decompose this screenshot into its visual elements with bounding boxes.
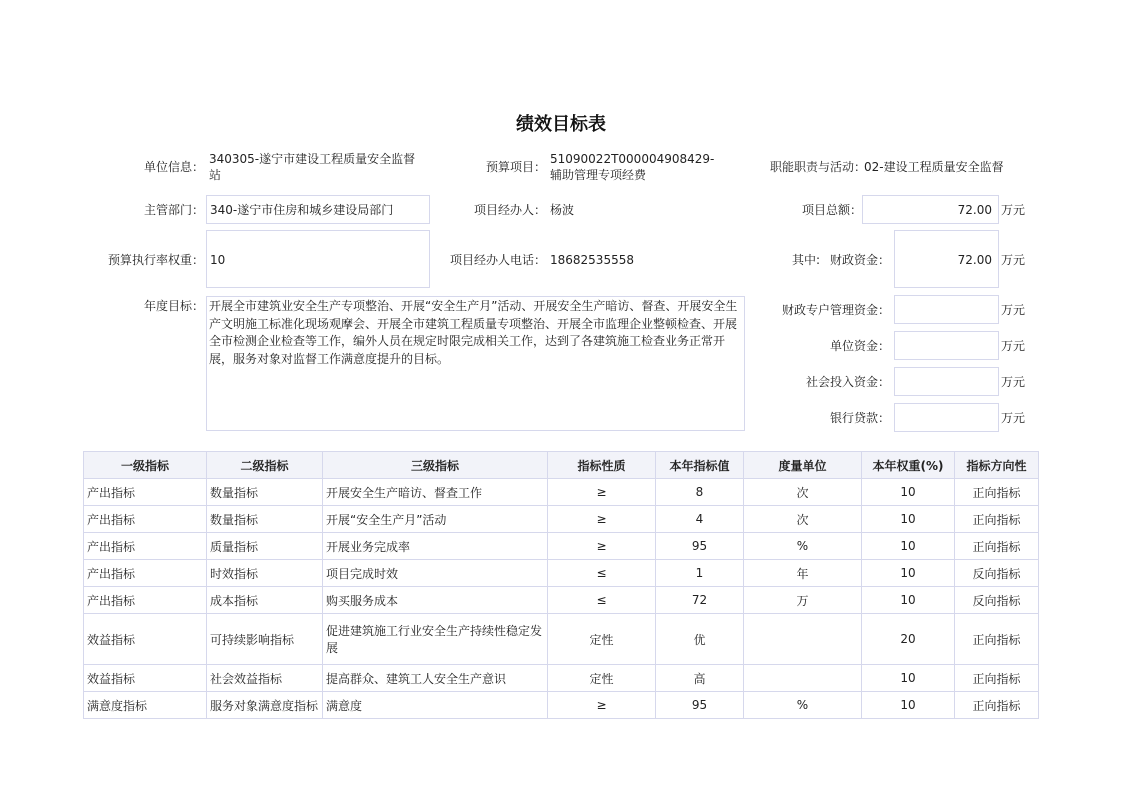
cell-level2: 服务对象满意度指标 (207, 692, 323, 719)
goal-label: 年度目标： (143, 299, 204, 313)
cell-weight: 10 (862, 533, 955, 560)
header-target-value: 本年指标值 (656, 452, 744, 479)
cell-target-value: 95 (656, 533, 744, 560)
cell-nature: 定性 (548, 665, 656, 692)
cell-nature: ≥ (548, 506, 656, 533)
cell-level3: 购买服务成本 (323, 587, 548, 614)
cell-weight: 20 (862, 614, 955, 665)
social-fund-unit: 万元 (1001, 375, 1026, 389)
header-nature: 指标性质 (548, 452, 656, 479)
goal-field (206, 296, 745, 431)
budget-project-label: 预算项目： (485, 160, 546, 174)
fiscal-field (894, 230, 999, 288)
social-fund-label: 社会投入资金： (805, 375, 890, 389)
social-fund-value (895, 368, 998, 374)
cell-direction: 反向指标 (955, 560, 1039, 587)
cell-nature: ≤ (548, 587, 656, 614)
bank-loan-field (894, 403, 999, 432)
cell-level3: 提高群众、建筑工人安全生产意识 (323, 665, 548, 692)
cell-weight: 10 (862, 692, 955, 719)
cell-level3: 开展“安全生产月”活动 (323, 506, 548, 533)
unit-fund-field (894, 331, 999, 360)
unit-fund-unit: 万元 (1001, 339, 1026, 353)
table-row (84, 479, 1039, 506)
cell-target-value: 优 (656, 614, 744, 665)
cell-nature: ≥ (548, 479, 656, 506)
unit-fund-label: 单位资金： (829, 339, 890, 353)
cell-direction: 正向指标 (955, 479, 1039, 506)
header-level1: 一级指标 (84, 452, 207, 479)
cell-level3: 促进建筑施工行业安全生产持续性稳定发展 (323, 614, 548, 665)
header-unit: 度量单位 (744, 452, 862, 479)
cell-level3: 开展业务完成率 (323, 533, 548, 560)
bank-loan-unit: 万元 (1001, 411, 1026, 425)
header-direction: 指标方向性 (955, 452, 1039, 479)
cell-unit (744, 665, 862, 692)
bank-loan-label: 银行贷款： (829, 411, 890, 425)
cell-level3: 项目完成时效 (323, 560, 548, 587)
cell-target-value: 72 (656, 587, 744, 614)
cell-weight: 10 (862, 506, 955, 533)
budget-project-value: 51090022T000004908429-辅助管理专项经费 (550, 152, 715, 182)
phone-label: 项目经办人电话： (449, 253, 546, 267)
cell-unit: % (744, 692, 862, 719)
table-row (84, 560, 1039, 587)
header-level3: 三级指标 (323, 452, 548, 479)
cell-unit: 次 (744, 506, 862, 533)
social-fund-field (894, 367, 999, 396)
duty-value: 02-建设工程质量安全监督 (864, 160, 1004, 174)
cell-nature: ≥ (548, 692, 656, 719)
header-level2: 二级指标 (207, 452, 323, 479)
special-fund-unit: 万元 (1001, 303, 1026, 317)
cell-nature: ≤ (548, 560, 656, 587)
total-field (862, 195, 999, 224)
dept-value: 340-遂宁市住房和城乡建设局部门 (210, 203, 394, 217)
manager-label: 项目经办人： (473, 203, 546, 217)
cell-weight: 10 (862, 587, 955, 614)
total-value: 72.00 (957, 203, 992, 217)
goal-value: 开展全市建筑业安全生产专项整治、开展“安全生产月”活动、开展安全生产暗访、督查、开展安全生产文明施工标准化现场观摩会、开展全市建筑工程质量专项整治、开展全市监理企业整顿检查、开展全市检测企业检查等工作，编外人员在规定时限完成相关工作，达到了各建筑施工检查业务正常开展，服务对象对监督工作满意度提升的目标。 (209, 299, 738, 366)
fiscal-unit: 万元 (1001, 253, 1026, 267)
cell-direction: 反向指标 (955, 587, 1039, 614)
cell-nature: ≥ (548, 533, 656, 560)
cell-direction: 正向指标 (955, 533, 1039, 560)
cell-level1: 产出指标 (84, 560, 207, 587)
cell-unit: 次 (744, 479, 862, 506)
cell-weight: 10 (862, 560, 955, 587)
total-label: 项目总额： (801, 203, 862, 217)
cell-level2: 质量指标 (207, 533, 323, 560)
cell-level3: 满意度 (323, 692, 548, 719)
table-row (84, 587, 1039, 614)
cell-direction: 正向指标 (955, 506, 1039, 533)
table-header-row (84, 452, 1039, 479)
cell-unit: 年 (744, 560, 862, 587)
cell-level1: 产出指标 (84, 587, 207, 614)
dept-field (206, 195, 430, 224)
special-fund-label: 财政专户管理资金： (781, 303, 890, 317)
table-row (84, 533, 1039, 560)
manager-value: 杨波 (550, 203, 575, 217)
cell-level2: 社会效益指标 (207, 665, 323, 692)
cell-level1: 效益指标 (84, 665, 207, 692)
cell-level1: 满意度指标 (84, 692, 207, 719)
unit-info-value: 340305-遂宁市建设工程质量安全监督站 (209, 152, 416, 182)
table-row (84, 692, 1039, 719)
cell-level1: 产出指标 (84, 506, 207, 533)
total-unit: 万元 (1001, 203, 1026, 217)
dept-label: 主管部门： (143, 203, 204, 217)
special-fund-field (894, 295, 999, 324)
unit-info-label: 单位信息： (143, 160, 204, 174)
special-fund-value (895, 296, 998, 302)
of-which-label: 其中: (792, 253, 821, 267)
cell-nature: 定性 (548, 614, 656, 665)
exec-weight-value: 10 (210, 253, 226, 267)
cell-direction: 正向指标 (955, 692, 1039, 719)
cell-level2: 数量指标 (207, 479, 323, 506)
cell-unit: 万 (744, 587, 862, 614)
cell-target-value: 4 (656, 506, 744, 533)
bank-loan-value (895, 404, 998, 410)
cell-unit (744, 614, 862, 665)
cell-unit: % (744, 533, 862, 560)
table-row (84, 665, 1039, 692)
cell-level1: 产出指标 (84, 533, 207, 560)
cell-direction: 正向指标 (955, 614, 1039, 665)
table-row (84, 506, 1039, 533)
cell-level2: 可持续影响指标 (207, 614, 323, 665)
header-weight: 本年权重(%) (862, 452, 955, 479)
cell-level2: 时效指标 (207, 560, 323, 587)
cell-level2: 数量指标 (207, 506, 323, 533)
unit-fund-value (895, 332, 998, 338)
cell-level3: 开展安全生产暗访、督查工作 (323, 479, 548, 506)
cell-level1: 效益指标 (84, 614, 207, 665)
table-row (84, 614, 1039, 665)
cell-weight: 10 (862, 479, 955, 506)
cell-target-value: 高 (656, 665, 744, 692)
exec-weight-field (206, 230, 430, 288)
cell-level2: 成本指标 (207, 587, 323, 614)
fiscal-value: 72.00 (957, 253, 992, 267)
cell-level1: 产出指标 (84, 479, 207, 506)
cell-target-value: 1 (656, 560, 744, 587)
phone-value: 18682535558 (550, 253, 634, 267)
cell-weight: 10 (862, 665, 955, 692)
exec-weight-label: 预算执行率权重： (107, 253, 204, 267)
cell-target-value: 8 (656, 479, 744, 506)
fiscal-label: 财政资金： (829, 253, 890, 267)
cell-direction: 正向指标 (955, 665, 1039, 692)
page-title: 绩效目标表 (516, 114, 606, 135)
metrics-table (83, 451, 1039, 719)
cell-target-value: 95 (656, 692, 744, 719)
duty-label: 职能职责与活动： (769, 160, 866, 174)
